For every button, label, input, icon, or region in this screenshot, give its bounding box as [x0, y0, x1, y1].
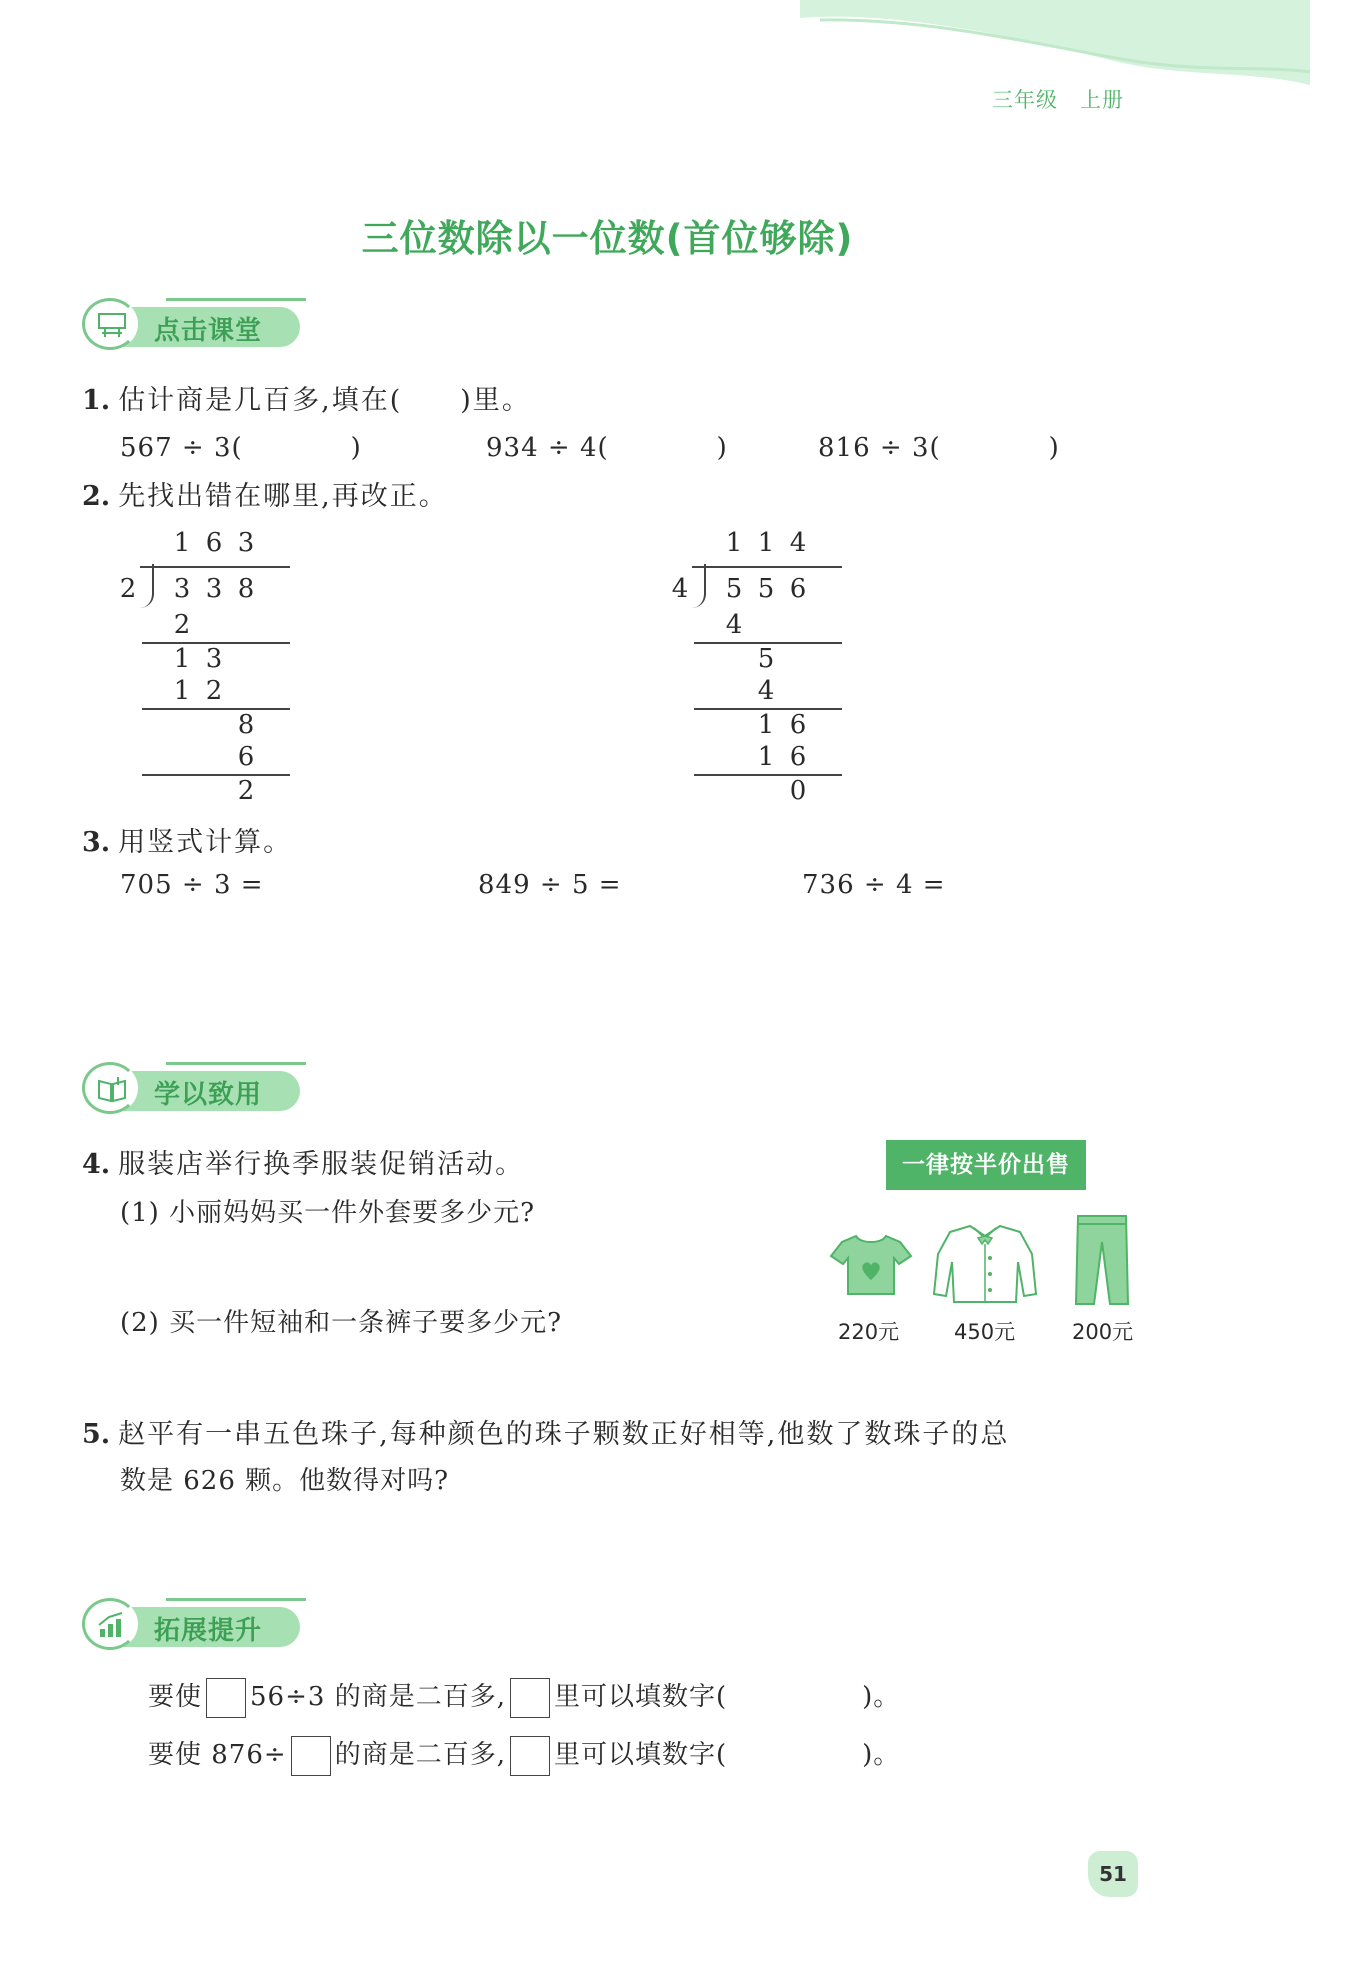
- step-digit: 1: [173, 644, 191, 674]
- quotient-digit: 4: [789, 528, 807, 558]
- quotient-digit: 6: [205, 528, 223, 558]
- extend-line-1: [148, 1676, 900, 1718]
- step-digit: 8: [237, 710, 255, 740]
- q3-prompt: [82, 820, 292, 859]
- extend-text: 56÷3 的商是二百多,: [250, 1682, 506, 1712]
- q1-text: 估计商是几百多,填在( )里。: [118, 385, 531, 416]
- grade-label: 三年级 上册: [992, 88, 1124, 112]
- section-header-apply: [80, 1062, 310, 1114]
- dividend-digit: 6: [789, 574, 807, 604]
- step-digit: 2: [173, 610, 191, 640]
- dividend-digit: 5: [757, 574, 775, 604]
- extend-text: 里可以填数字( )。: [553, 1682, 901, 1712]
- digit-blank-box[interactable]: [206, 1678, 246, 1718]
- q5-line2: 数是 626 颗。他数得对吗?: [120, 1466, 450, 1496]
- long-division-left: [110, 528, 290, 808]
- dividend-digit: 3: [173, 574, 191, 604]
- step-digit: 6: [789, 710, 807, 740]
- section-header-class: [80, 298, 310, 350]
- digit-blank-box[interactable]: [291, 1736, 331, 1776]
- extend-text: 里可以填数字( )。: [553, 1740, 901, 1770]
- q1-item-2: 934 ÷ 4( ): [486, 433, 728, 463]
- quotient-digit: 3: [237, 528, 255, 558]
- step-digit: 1: [757, 742, 775, 772]
- step-digit: 2: [237, 776, 255, 806]
- q3-item-1: 705 ÷ 3 =: [120, 870, 264, 900]
- price-pants: 200元: [1072, 1320, 1134, 1344]
- step-digit: 0: [789, 776, 807, 806]
- extend-text: 要使 876÷: [148, 1740, 287, 1770]
- long-division-right: [662, 528, 842, 808]
- q3-item-2: 849 ÷ 5 =: [478, 870, 622, 900]
- step-digit: 4: [725, 610, 743, 640]
- section-label: 拓展提升: [154, 1616, 263, 1646]
- step-digit: 6: [789, 742, 807, 772]
- extend-text: 要使: [148, 1682, 203, 1712]
- q3-text: 用竖式计算。: [118, 827, 293, 858]
- q4-sub2: (2) 买一件短袖和一条裤子要多少元?: [120, 1308, 563, 1338]
- q2-text: 先找出错在哪里,再改正。: [118, 481, 448, 512]
- q5-number: 5.: [82, 1419, 111, 1450]
- q4-prompt: [82, 1142, 524, 1181]
- sale-banner: 一律按半价出售: [886, 1140, 1086, 1190]
- tshirt-icon: [828, 1232, 914, 1298]
- q4-number: 4.: [82, 1149, 111, 1180]
- q3-item-3: 736 ÷ 4 =: [802, 870, 946, 900]
- step-digit: 2: [205, 676, 223, 706]
- q1-item-3: 816 ÷ 3( ): [818, 433, 1060, 463]
- q2-number: 2.: [82, 481, 111, 512]
- section-header-extend: [80, 1598, 310, 1650]
- extend-line-2: [148, 1734, 900, 1776]
- step-digit: 3: [205, 644, 223, 674]
- classroom-icon: [96, 311, 128, 339]
- step-digit: 6: [237, 742, 255, 772]
- dividend-digit: 5: [725, 574, 743, 604]
- section-label: 学以致用: [154, 1080, 263, 1110]
- price-tshirt: 220元: [838, 1320, 900, 1344]
- dividend-digit: 3: [205, 574, 223, 604]
- q4-sub1: (1) 小丽妈妈买一件外套要多少元?: [120, 1198, 536, 1228]
- q1-item-1: 567 ÷ 3( ): [120, 433, 362, 463]
- quotient-digit: 1: [173, 528, 191, 558]
- extend-text: 的商是二百多,: [334, 1740, 506, 1770]
- q2-prompt: [82, 474, 448, 513]
- q1-prompt: [82, 378, 531, 417]
- step-digit: 4: [757, 676, 775, 706]
- page-number: 51: [1088, 1851, 1138, 1897]
- section-label: 点击课堂: [154, 316, 263, 346]
- price-shirt: 450元: [954, 1320, 1016, 1344]
- q5-line1: 赵平有一串五色珠子,每种颜色的珠子颗数正好相等,他数了数珠子的总: [118, 1419, 1010, 1450]
- step-digit: 1: [173, 676, 191, 706]
- shirt-icon: [930, 1222, 1040, 1306]
- book-icon: [96, 1075, 128, 1103]
- quotient-digit: 1: [725, 528, 743, 558]
- digit-blank-box[interactable]: [510, 1678, 550, 1718]
- step-digit: 1: [757, 710, 775, 740]
- q3-number: 3.: [82, 827, 111, 858]
- pants-icon: [1072, 1212, 1132, 1308]
- step-digit: 5: [757, 644, 775, 674]
- dividend-digit: 8: [237, 574, 255, 604]
- q4-text: 服装店举行换季服装促销活动。: [118, 1149, 525, 1180]
- digit-blank-box[interactable]: [510, 1736, 550, 1776]
- q5-prompt: [82, 1412, 1009, 1451]
- quotient-digit: 1: [757, 528, 775, 558]
- q1-number: 1.: [82, 385, 111, 416]
- divisor: 4: [671, 574, 689, 604]
- divisor: 2: [119, 574, 137, 604]
- page-title: 三位数除以一位数(首位够除): [361, 217, 854, 260]
- growth-chart-icon: [96, 1611, 128, 1639]
